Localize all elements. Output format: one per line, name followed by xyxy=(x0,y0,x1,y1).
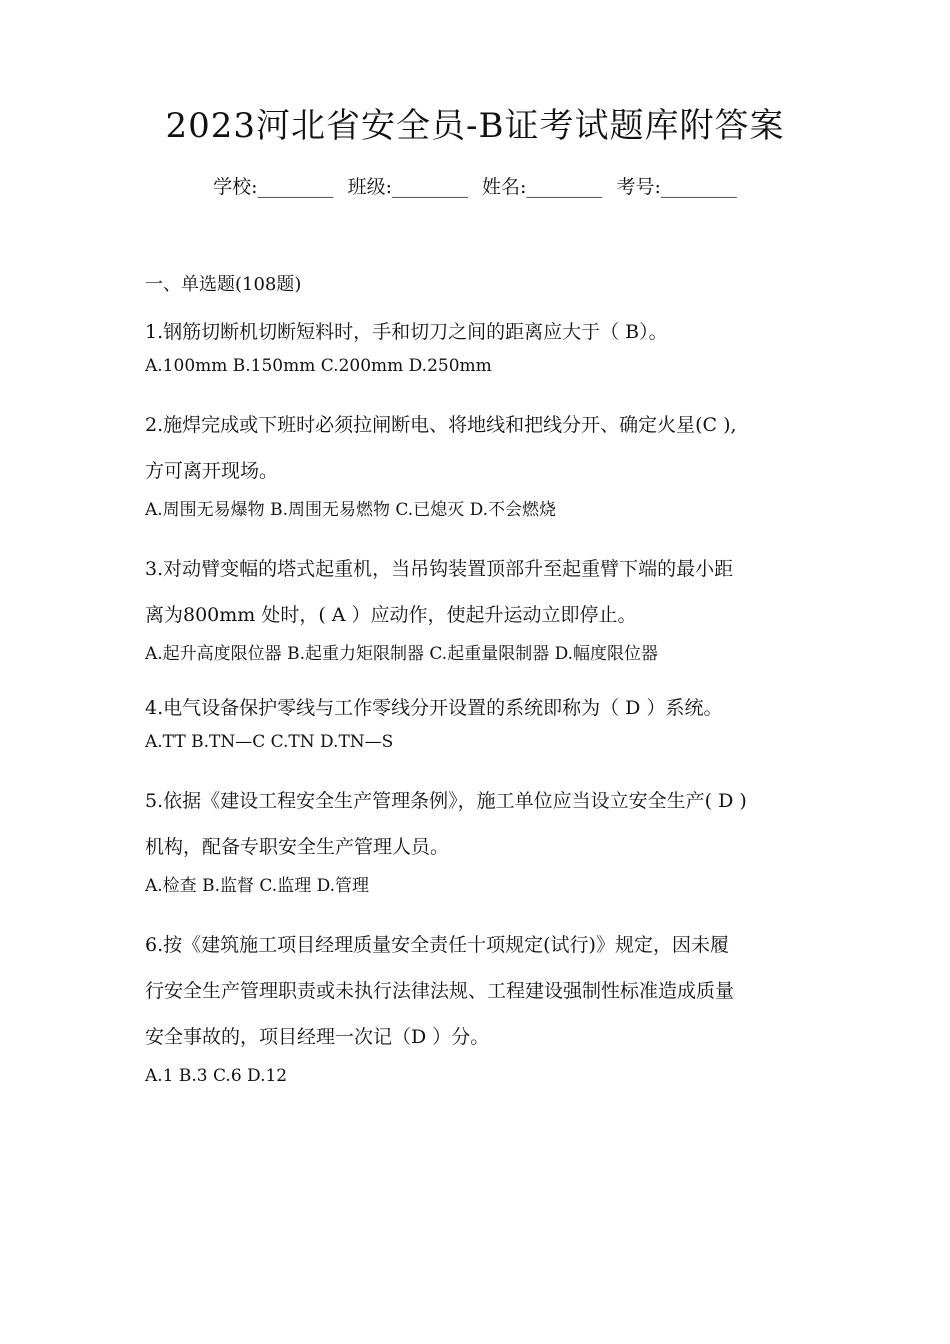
question-options: A.100mm B.150mm C.200mm D.250mm xyxy=(145,356,492,376)
question-stem-line: 4.电气设备保护零线与工作零线分开设置的系统即称为（ D ）系统。 xyxy=(145,697,723,719)
question-stem-line: 6.按《建筑施工项目经理质量安全责任十项规定(试行)》规定，因未履 xyxy=(145,934,729,956)
question-stem-line: 3.对动臂变幅的塔式起重机，当吊钩装置顶部升至起重臂下端的最小距 xyxy=(145,558,734,580)
question-2 xyxy=(145,402,835,526)
question-5 xyxy=(145,778,835,902)
question-stem-line: 安全事故的，项目经理一次记（D ）分。 xyxy=(145,1026,490,1048)
question-stem-line: 方可离开现场。 xyxy=(145,460,279,482)
section-title: 一、单选题(108题) xyxy=(145,274,302,295)
name-field: 姓名:________ xyxy=(482,176,603,198)
question-6 xyxy=(145,922,835,1092)
question-stem-line: 机构，配备专职安全生产管理人员。 xyxy=(145,836,450,858)
question-options: A.检查 B.监督 C.监理 D.管理 xyxy=(145,876,370,896)
question-stem-line: 离为800mm 处时，( A ）应动作，使起升运动立即停止。 xyxy=(145,604,637,626)
question-options: A.周围无易爆物 B.周围无易燃物 C.已熄灭 D.不会燃烧 xyxy=(145,500,557,520)
school-field: 学校:________ xyxy=(213,176,334,198)
question-4 xyxy=(145,690,835,758)
exam-number-field: 考号:________ xyxy=(616,176,737,198)
question-options: A.TT B.TN—C C.TN D.TN—S xyxy=(145,732,394,752)
question-stem-line: 1.钢筋切断机切断短料时，手和切刀之间的距离应大于（ B）。 xyxy=(145,321,668,343)
class-field: 班级:________ xyxy=(347,176,468,198)
question-options: A.起升高度限位器 B.起重力矩限制器 C.起重量限制器 D.幅度限位器 xyxy=(145,644,659,664)
question-1 xyxy=(145,314,835,382)
question-options: A.1 B.3 C.6 D.12 xyxy=(145,1066,288,1086)
question-stem-line: 5.依据《建设工程安全生产管理条例》，施工单位应当设立安全生产( D ) xyxy=(145,790,747,812)
student-info-line xyxy=(0,172,950,202)
question-3 xyxy=(145,546,835,670)
question-stem-line: 行安全生产管理职责或未执行法律法规、工程建设强制性标准造成质量 xyxy=(145,980,735,1002)
question-stem-line: 2.施焊完成或下班时必须拉闸断电、将地线和把线分开、确定火星(C ), xyxy=(145,414,737,436)
document-title: 2023河北省安全员-B证考试题库附答案 xyxy=(165,106,785,146)
question-list xyxy=(145,268,835,1112)
